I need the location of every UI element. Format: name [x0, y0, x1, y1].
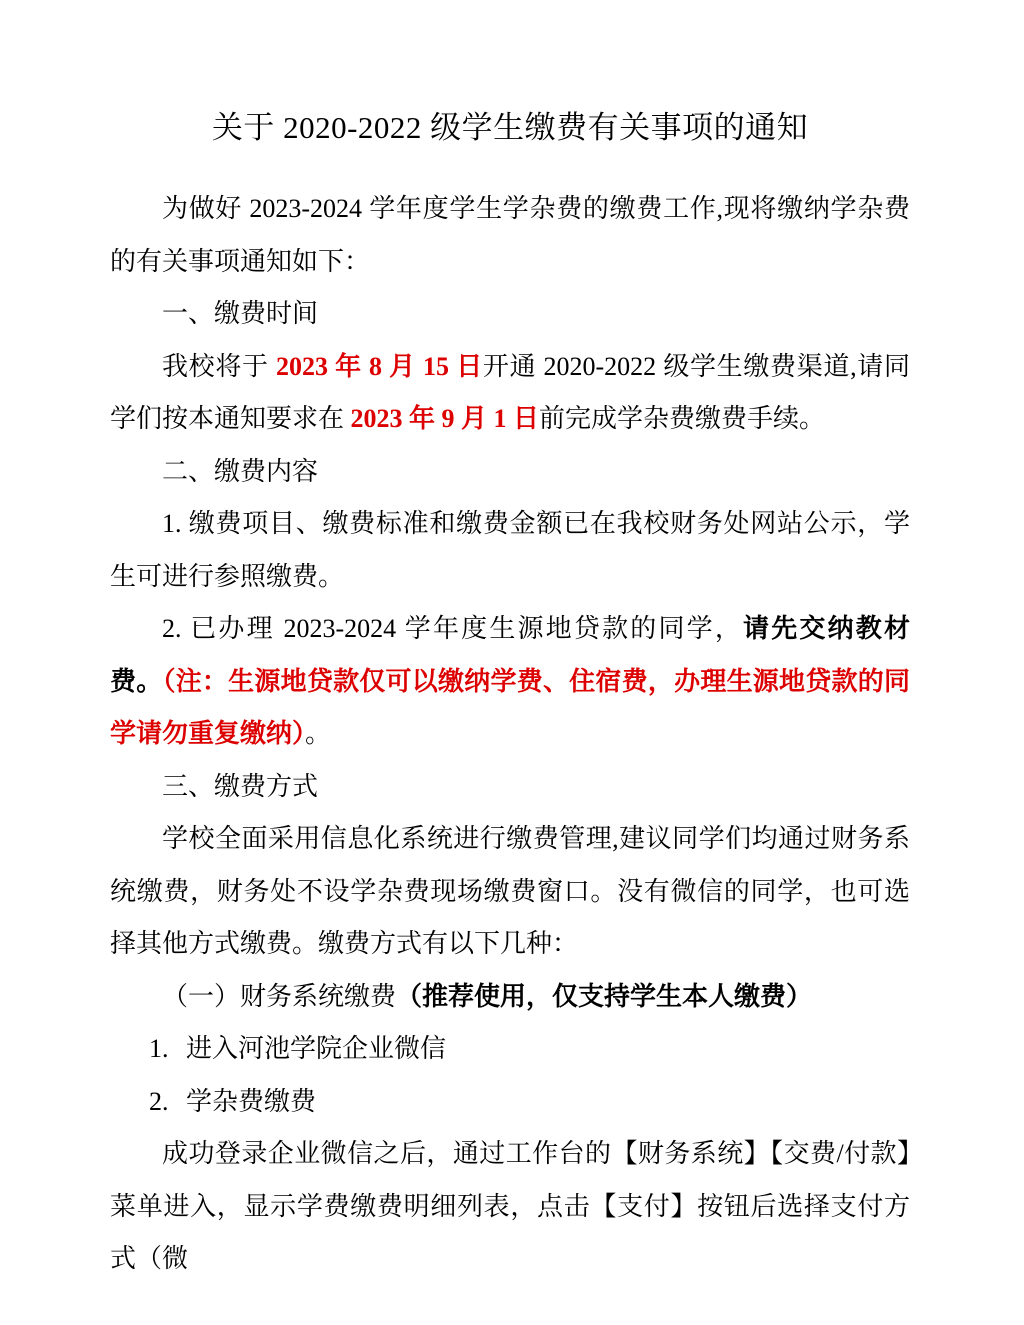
- payment-deadline-date: 2023 年 9 月 1 日: [350, 404, 540, 433]
- list-item-number: 1.: [149, 1034, 169, 1063]
- section3-sub1-heading: [110, 971, 910, 1024]
- textbook-fee-bold-run: 请先交纳教材费。: [110, 614, 910, 696]
- list-item: [149, 1023, 910, 1076]
- section3-paragraph: 学校全面采用信息化系统进行缴费管理,建议同学们均通过财务系统缴费，财务处不设学杂费现场缴费窗口。没有微信的同学，也可选择其他方式缴费。缴费方式有以下几种：: [110, 824, 910, 958]
- section2-item1-paragraph: 1. 缴费项目、缴费标准和缴费金额已在我校财务处网站公示，学生可进行参照缴费。: [110, 509, 910, 591]
- text-run: （一）财务系统缴费: [162, 981, 397, 1011]
- list-item-number: 2.: [149, 1086, 169, 1116]
- loan-note-red-run: （注：生源地贷款仅可以缴纳学费、住宿费，办理生源地贷款的同学请勿重复缴纳）: [110, 666, 910, 748]
- intro-paragraph: 为做好 2023-2024 学年度学生学杂费的缴费工作,现将缴纳学杂费的有关事项通知如下：: [110, 194, 910, 276]
- notice-title: 关于 2020-2022 级学生缴费有关事项的通知: [211, 110, 809, 145]
- section3-paragraph2: 成功登录企业微信之后，通过工作台的【财务系统】【交费/付款】菜单进入，显示学费缴费明细列表，点击【支付】按钮后选择支付方式（微: [110, 1139, 910, 1273]
- list-item-text: 进入河池学院企业微信: [186, 1034, 447, 1063]
- recommended-bold-run: （推荐使用，仅支持学生本人缴费）: [396, 981, 813, 1011]
- section1-heading: 一、缴费时间: [162, 299, 319, 328]
- payment-open-date: 2023 年 8 月 15 日: [275, 351, 483, 381]
- section3-heading: 三、缴费方式: [162, 771, 319, 801]
- text-run: 2. 已办理 2023-2024 学年度生源地贷款的同学，: [162, 614, 744, 643]
- text-run: 开通 2020-2022 级学生缴费渠道,请同学们按本通知要求在: [110, 351, 910, 433]
- section2-item2-paragraph: [110, 603, 910, 761]
- text-run: 前完成学杂费缴费手续。: [539, 404, 826, 433]
- text-run: 。: [305, 719, 332, 748]
- section1-paragraph: [110, 341, 910, 446]
- list-item-text: 学杂费缴费: [186, 1086, 317, 1116]
- list-item: [149, 1076, 910, 1129]
- text-run: 我校将于: [162, 351, 276, 381]
- section2-heading: 二、缴费内容: [162, 456, 319, 486]
